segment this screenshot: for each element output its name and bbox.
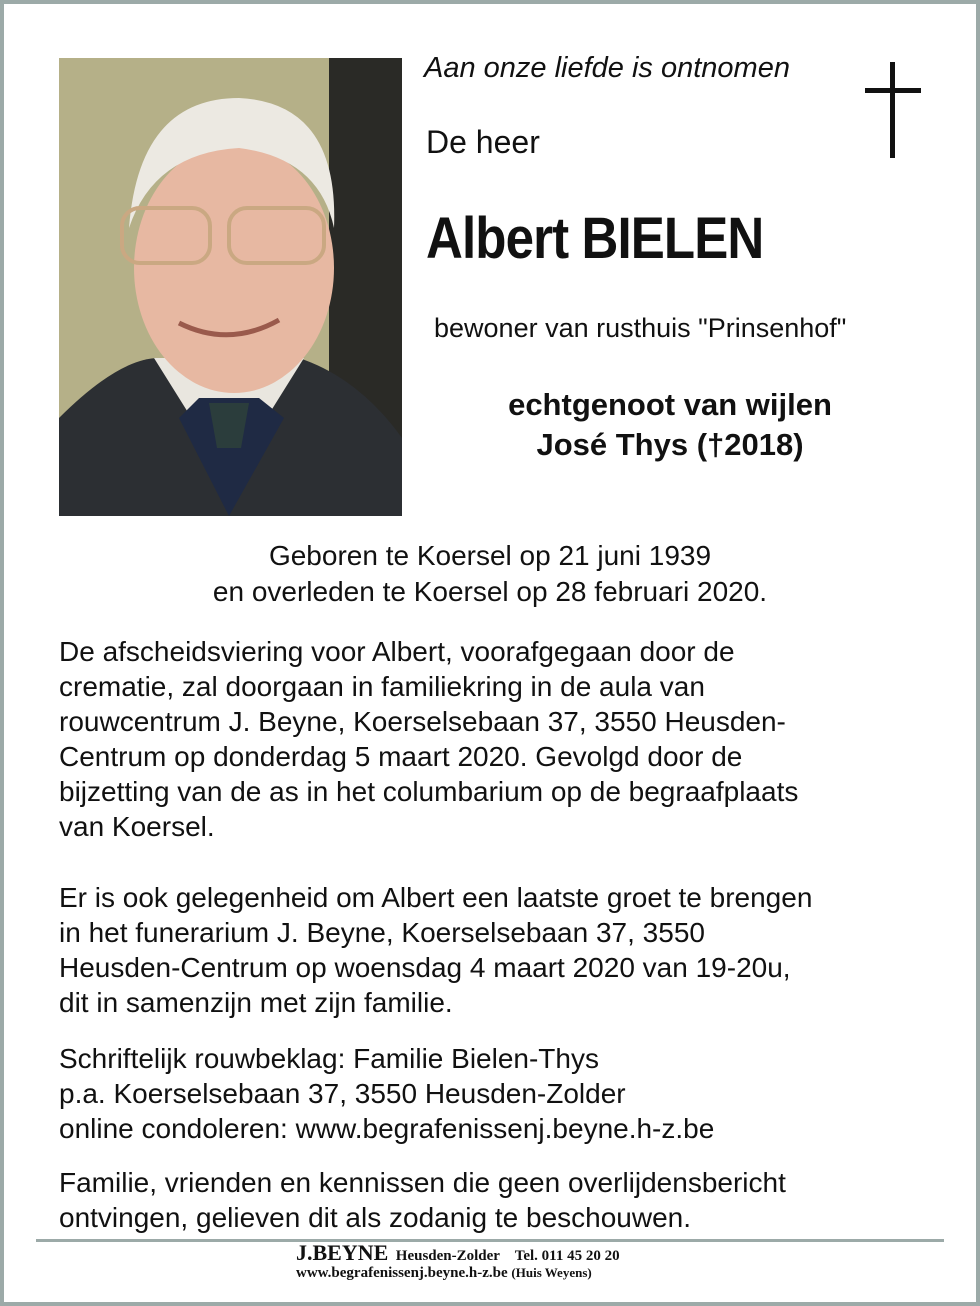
visitation-paragraph xyxy=(59,880,939,1020)
text-line: p.a. Koerselsebaan 37, 3550 Heusden-Zolder xyxy=(59,1078,626,1109)
intro-line: Aan onze liefde is ontnomen xyxy=(424,52,790,84)
text-line: bijzetting van de as in het columbarium op de begraafplaats xyxy=(59,776,799,807)
funeral-home-phone: Tel. 011 45 20 20 xyxy=(514,1248,620,1264)
text-line: ontvingen, gelieven dit als zodanig te beschouwen. xyxy=(59,1202,691,1233)
ceremony-paragraph xyxy=(59,634,939,844)
deceased-name: Albert BIELEN xyxy=(426,206,764,271)
cross-icon xyxy=(865,62,921,158)
residence-line: bewoner van rusthuis "Prinsenhof" xyxy=(434,313,847,343)
portrait-illustration xyxy=(59,58,402,516)
portrait-photo xyxy=(59,58,402,516)
notice-paragraph xyxy=(59,1165,939,1235)
text-line: crematie, zal doorgaan in familiekring in de aula van xyxy=(59,671,705,702)
text-line: online condoleren: www.begrafenissenj.beyne.h-z.be xyxy=(59,1113,715,1144)
title-prefix: De heer xyxy=(426,124,540,160)
birth-line: Geboren te Koersel op 21 juni 1939 xyxy=(268,540,712,571)
birth-death-info xyxy=(0,538,980,610)
spouse-line: echtgenoot van wijlen xyxy=(508,387,832,422)
text-line: dit in samenzijn met zijn familie. xyxy=(59,987,453,1018)
funeral-home-location: Heusden-Zolder xyxy=(395,1248,500,1264)
death-line: en overleden te Koersel op 28 februari 2020. xyxy=(212,576,768,607)
text-line: Familie, vrienden en kennissen die geen overlijdensbericht xyxy=(59,1167,786,1198)
spouse-name: José Thys (†2018) xyxy=(536,427,804,462)
funeral-home-footer xyxy=(296,1240,620,1281)
funeral-home-brand: J.BEYNE xyxy=(296,1240,389,1265)
text-line: Schriftelijk rouwbeklag: Familie Bielen-Thys xyxy=(59,1043,599,1074)
text-line: Centrum op donderdag 5 maart 2020. Gevolgd door de xyxy=(59,741,743,772)
text-line: Er is ook gelegenheid om Albert een laatste groet te brengen xyxy=(59,882,813,913)
funeral-home-house: (Huis Weyens) xyxy=(511,1265,592,1280)
text-line: van Koersel. xyxy=(59,811,215,842)
text-line: in het funerarium J. Beyne, Koerselsebaan 37, 3550 xyxy=(59,917,705,948)
footer-divider xyxy=(36,1239,944,1242)
condolence-paragraph xyxy=(59,1041,939,1146)
text-line: De afscheidsviering voor Albert, voorafgegaan door de xyxy=(59,636,735,667)
spouse-info xyxy=(440,385,900,465)
text-line: Heusden-Centrum op woensdag 4 maart 2020 van 19-20u, xyxy=(59,952,791,983)
funeral-home-website: www.begrafenissenj.beyne.h-z.be xyxy=(296,1265,508,1281)
text-line: rouwcentrum J. Beyne, Koerselsebaan 37, 3550 Heusden- xyxy=(59,706,786,737)
